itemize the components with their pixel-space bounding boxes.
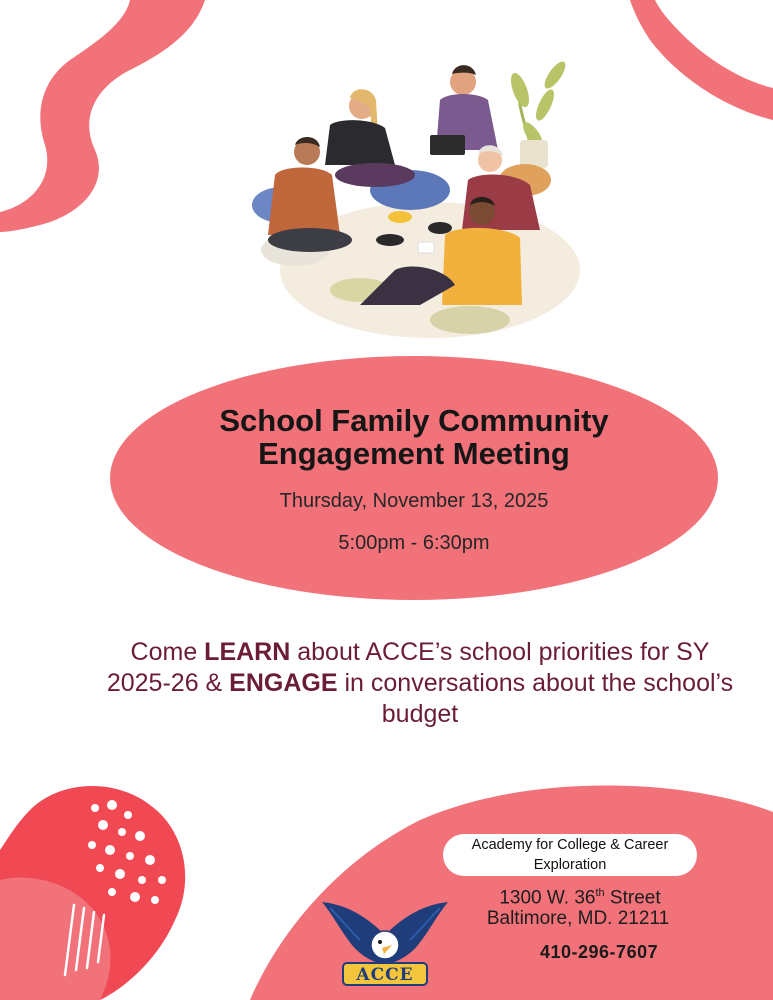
school-name-pill bbox=[443, 834, 697, 876]
event-time: 5:00pm - 6:30pm bbox=[338, 532, 490, 554]
address-street bbox=[470, 887, 690, 909]
message-engage: ENGAGE bbox=[229, 669, 338, 697]
street-prefix: 1300 W. 36 bbox=[499, 887, 596, 909]
title-ellipse bbox=[110, 356, 718, 600]
message-part1: Come bbox=[130, 638, 205, 666]
event-title-line2: Engagement Meeting bbox=[258, 436, 570, 471]
event-title-line1: School Family Community bbox=[219, 403, 609, 438]
street-suffix: th bbox=[595, 887, 605, 899]
school-name: Academy for College & Career Exploration bbox=[471, 837, 669, 873]
acce-logo-text: ACCE bbox=[356, 965, 414, 985]
event-title bbox=[110, 404, 718, 470]
street-rest: Street bbox=[604, 887, 661, 909]
message-learn: LEARN bbox=[204, 638, 291, 666]
address-city: Baltimore, MD. 21211 bbox=[486, 908, 670, 929]
message-part2: about ACCE’s school priorities for SY 2025-26 & bbox=[106, 638, 710, 697]
event-date: Thursday, November 13, 2025 bbox=[279, 490, 549, 512]
event-message bbox=[100, 637, 740, 730]
people-illustration bbox=[252, 58, 580, 338]
phone-number: 410-296-7607 bbox=[540, 942, 659, 962]
message-part3: in conversations about the school’s budget bbox=[337, 669, 734, 728]
